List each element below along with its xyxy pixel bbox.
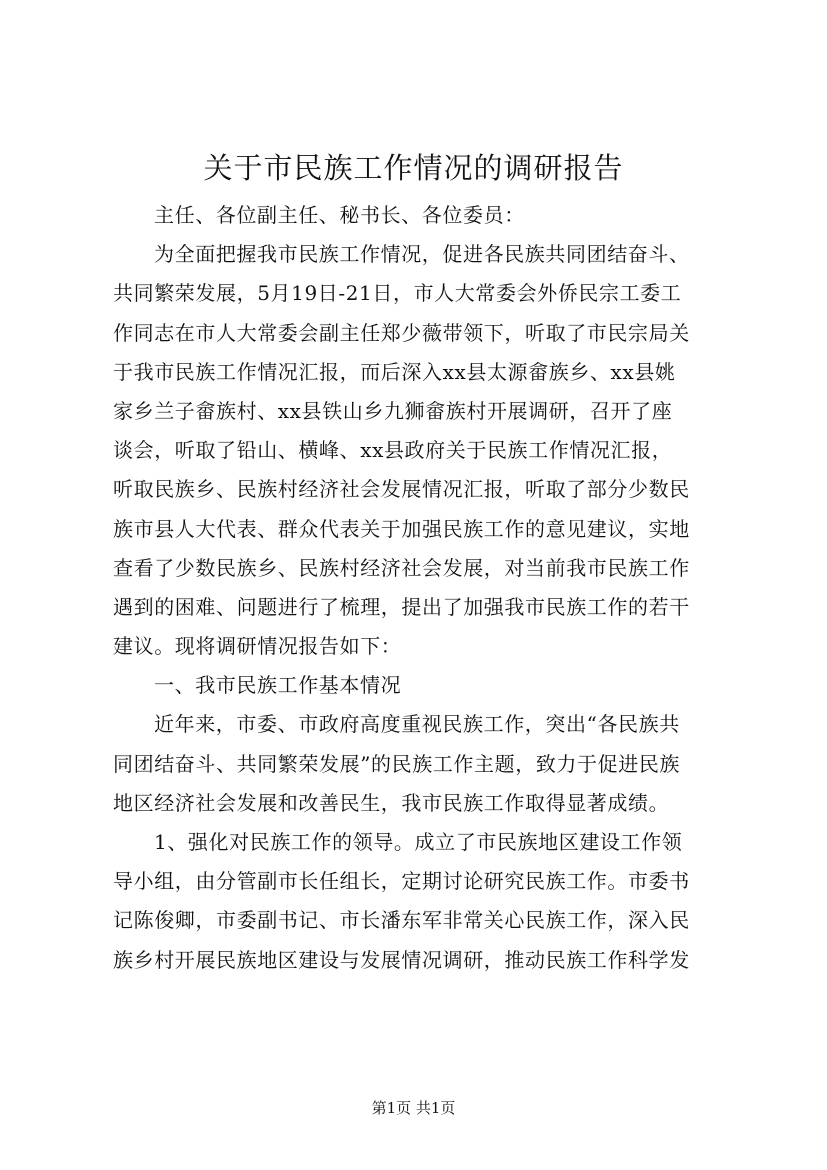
- paragraph-line: 建议。现将调研情况报告如下：: [113, 634, 402, 659]
- paragraph-line: 作同志在市人大常委会副主任郑少薇带领下，听取了市民宗局关: [113, 320, 690, 345]
- paragraph-line: 地区经济社会发展和改善民生，我市民族工作取得显著成绩。: [113, 790, 670, 815]
- paragraph-line: 一、我市民族工作基本情况: [154, 673, 402, 698]
- paragraph-line: 为全面把握我市民族工作情况，促进各民族共同团结奋斗、: [154, 242, 690, 267]
- paragraph-line: 遇到的困难、问题进行了梳理，提出了加强我市民族工作的若干: [113, 594, 690, 619]
- paragraph-line: 族乡村开展民族地区建设与发展情况调研，推动民族工作科学发: [113, 947, 690, 972]
- paragraph-line: 导小组，由分管副市长任组长，定期讨论研究民族工作。市委书: [113, 869, 690, 894]
- paragraph-line: 1、强化对民族工作的领导。成立了市民族地区建设工作领: [154, 830, 683, 854]
- paragraph-line: 听取民族乡、民族村经济社会发展情况汇报，听取了部分少数民: [113, 477, 690, 502]
- document-title: 关于市民族工作情况的调研报告: [203, 151, 624, 185]
- document-body: [113, 196, 743, 980]
- paragraph-line: 近年来，市委、市政府高度重视民族工作，突出“各民族共: [154, 712, 680, 737]
- paragraph-line: 同团结奋斗、共同繁荣发展”的民族工作主题，致力于促进民族: [113, 751, 681, 776]
- page-footer: 第1页 共1页: [371, 1099, 456, 1117]
- paragraph-line: 查看了少数民族乡、民族村经济社会发展，对当前我市民族工作: [113, 555, 690, 580]
- paragraph-line: 于我市民族工作情况汇报，而后深入xx县太源畲族乡、xx县姚: [113, 359, 676, 384]
- paragraph-line: 主任、各位副主任、秘书长、各位委员：: [154, 203, 525, 227]
- paragraph-line: 谈会，听取了铅山、横峰、xx县政府关于民族工作情况汇报，: [113, 438, 673, 463]
- paragraph-line: 族市县人大代表、群众代表关于加强民族工作的意见建议，实地: [113, 516, 690, 541]
- paragraph-line: 共同繁荣发展，5月19日-21日，市人大常委会外侨民宗工委工: [113, 281, 682, 306]
- paragraph-line: 家乡兰子畲族村、xx县铁山乡九狮畲族村开展调研，召开了座: [113, 398, 673, 423]
- paragraph-line: 记陈俊卿，市委副书记、市长潘东军非常关心民族工作，深入民: [113, 908, 690, 933]
